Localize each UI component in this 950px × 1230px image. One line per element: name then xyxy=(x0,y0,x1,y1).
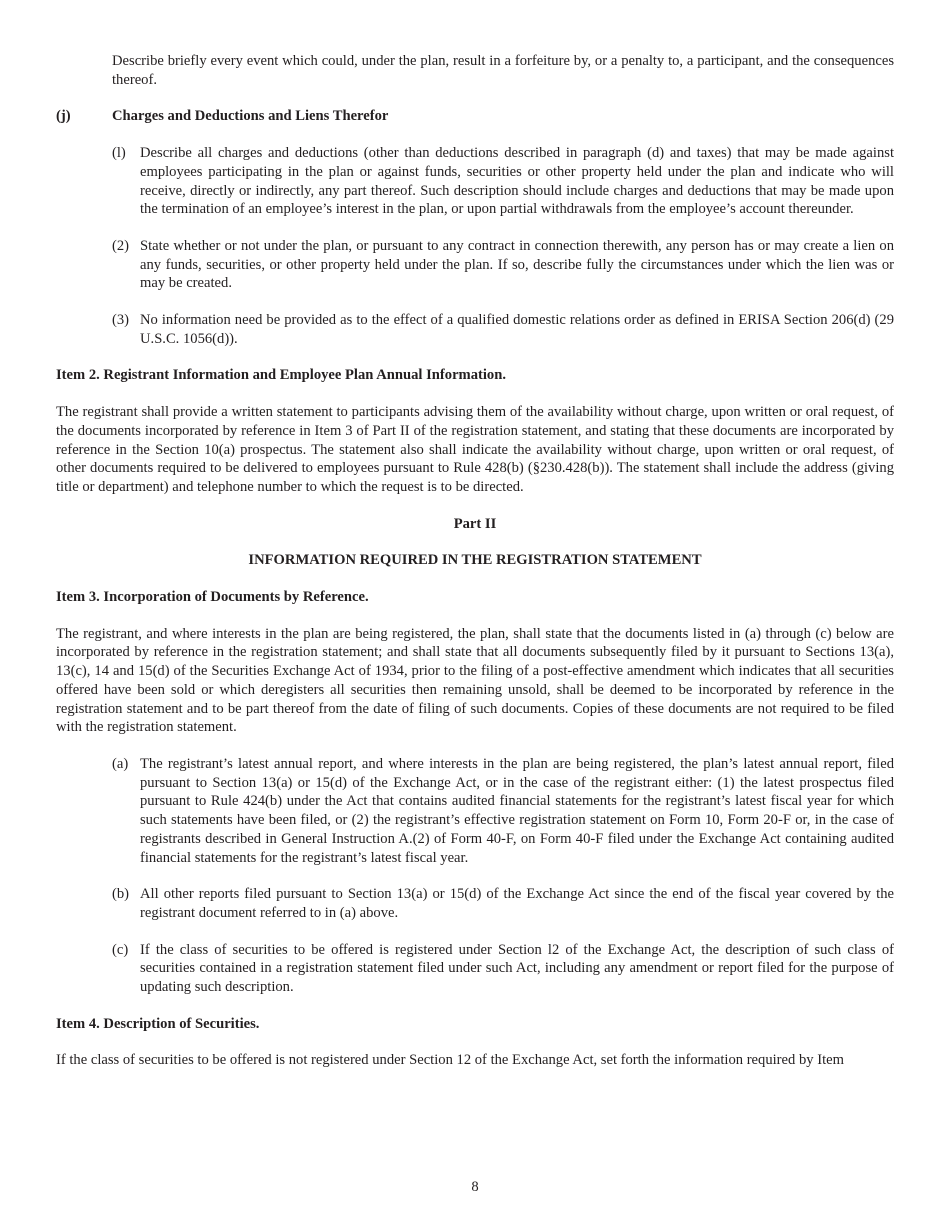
item2-body: The registrant shall provide a written statement to participants advising them of the availability without charge, upon written or oral request, of the documents incorporated by reference in Item 3 of Part II of the registration statement, and stating that these documents are incorporated by reference in the Section 10(a) prospectus. The statement also shall indicate the availability without charge, upon written or oral request, of other documents required to be delivered to employees pursuant to Rule 428(b) (§230.428(b)). The statement shall include the address (giving title or department) and telephone number to which the request is to be directed. xyxy=(56,404,894,495)
section-j-heading xyxy=(56,107,894,126)
item2-heading: Item 2. Registrant Information and Employee Plan Annual Information. xyxy=(56,367,506,384)
list-text: State whether or not under the plan, or pursuant to any contract in connection therewith, any person has or may create a lien on any funds, securities, or other property held under the plan. If so, describe fully the circumstances under which the lien was or may be created. xyxy=(140,237,894,292)
item4-heading: Item 4. Description of Securities. xyxy=(56,1015,260,1032)
item3-body: The registrant, and where interests in the plan are being registered, the plan, shall state that the documents listed in (a) through (c) below are incorporated by reference in the registration statement; and shall state that all documents subsequently filed by it pursuant to Sections 13(a), 13(c), 14 and 15(d) of the Securities Exchange Act of 1934, prior to the filing of a post-effective amendment which indicates that all securities offered have been sold or which deregisters all securities then remaining unsold, shall be deemed to be incorporated by reference in the registration statement and to be part thereof from the date of filing of such documents. Copies of these documents are not required to be filed with the registration statement. xyxy=(56,625,894,736)
item4-body: If the class of securities to be offered is not registered under Section 12 of the Exchange Act, set forth the information required by Item xyxy=(56,1052,844,1069)
intro-paragraph: Describe briefly every event which could, under the plan, result in a forfeiture by, or a penalty to, a participant, and the consequences thereof. xyxy=(112,53,894,88)
item3-heading: Item 3. Incorporation of Documents by Reference. xyxy=(56,589,369,606)
list-text: No information need be provided as to the effect of a qualified domestic relations order as defined in ERISA Section 206(d) (29 U.S.C. 1056(d)). xyxy=(140,312,894,347)
list-text: If the class of securities to be offered is registered under Section l2 of the Exchange Act, the description of such class of securities contained in a registration statement filed under such Act, including any amendment or report filed for the purpose of updating such description. xyxy=(140,941,894,996)
page-number: 8 xyxy=(471,1179,479,1195)
list-text: The registrant’s latest annual report, and where interests in the plan are being registered, the plan’s latest annual report, filed pursuant to Section 13(a) or 15(d) of the Exchange Act, or in the case of the registrant either: (1) the latest prospectus filed pursuant to Rule 424(b) under the Act that contains audited financial statements for the registrant’s latest fiscal year for which such statements have been filed, or (2) the registrant’s effective registration statement on Form 10, Form 20-F or, in the case of registrants described in General Instruction A.(2) of Form 40-F, on Form 40-F filed under the Exchange Act containing audited financial statements for the registrant’s latest fiscal year. xyxy=(140,755,894,866)
list-marker: (b) xyxy=(112,886,130,903)
list-marker: (3) xyxy=(112,312,130,329)
list-marker: (a) xyxy=(112,755,129,772)
document-page xyxy=(56,52,894,1070)
list-item xyxy=(112,885,894,922)
list-item xyxy=(112,311,894,348)
list-text: Describe all charges and deductions (other than deductions described in paragraph (d) and taxes) that may be made against employees participating in the plan or against funds, securities or other property held under the plan and indicate who will receive, directly or indirectly, any part thereof. Such description should include charges and deductions that may be made upon the termination of an employee’s interest in the plan, or upon partial withdrawals from the employee’s account thereunder. xyxy=(140,145,894,218)
list-item xyxy=(112,941,894,997)
list-item xyxy=(112,237,894,293)
part2-subtitle: INFORMATION REQUIRED IN THE REGISTRATION STATEMENT xyxy=(248,552,702,569)
section-j-list xyxy=(112,144,894,348)
list-marker: (2) xyxy=(112,237,130,254)
list-text: All other reports filed pursuant to Section 13(a) or 15(d) of the Exchange Act since the end of the fiscal year covered by the registrant document referred to in (a) above. xyxy=(140,886,894,921)
list-item xyxy=(112,144,894,219)
list-marker: (c) xyxy=(112,941,129,958)
list-marker: (l) xyxy=(112,145,126,162)
section-j-title: Charges and Deductions and Liens Therefor xyxy=(112,108,389,125)
item3-list xyxy=(112,755,894,997)
list-item xyxy=(112,755,894,867)
part2-title: Part II xyxy=(453,515,497,532)
section-j-label: (j) xyxy=(56,108,71,125)
